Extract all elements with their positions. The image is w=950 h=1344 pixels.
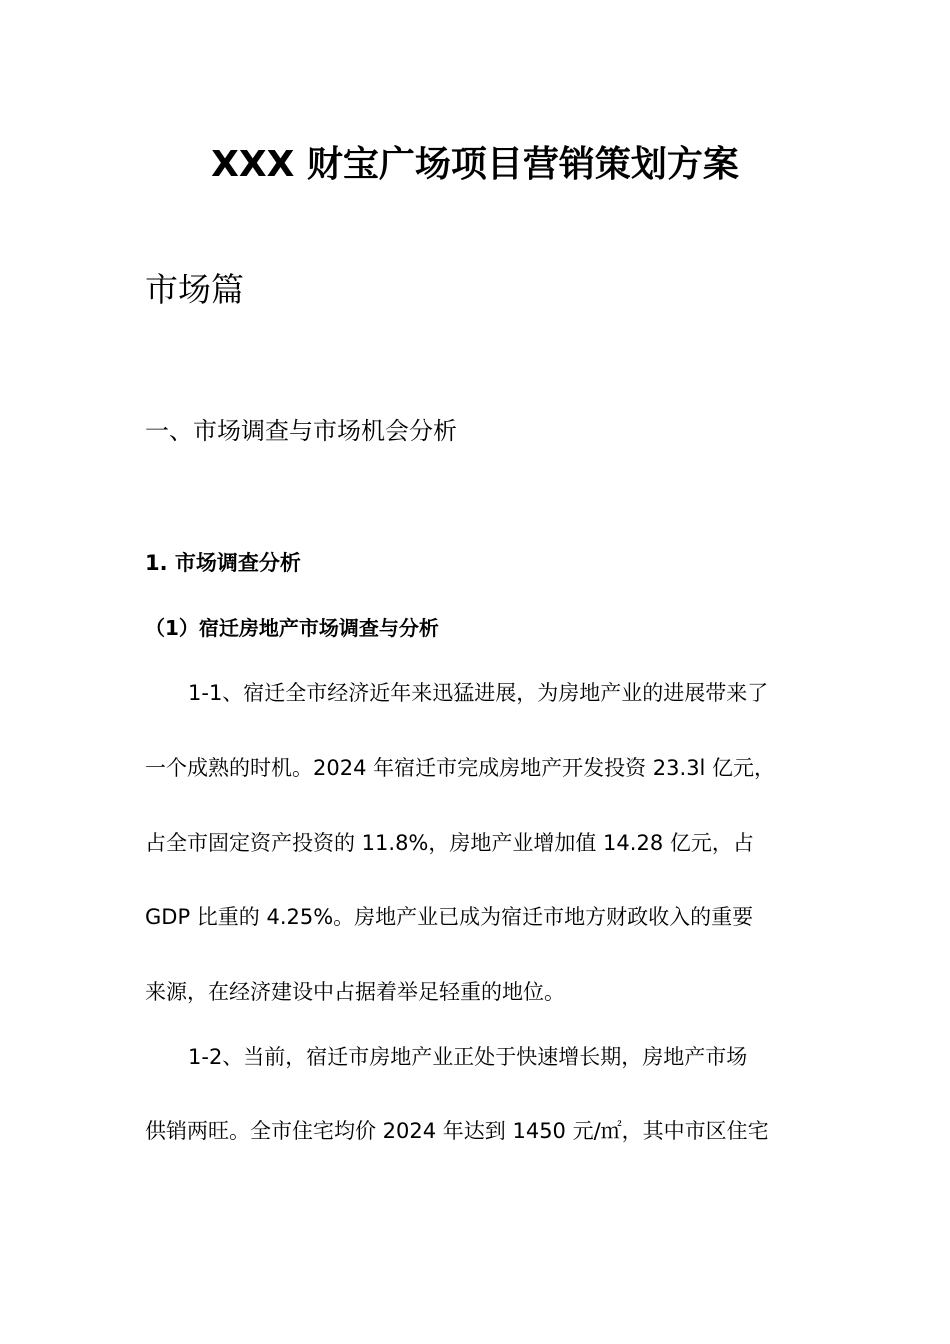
- paragraph-1-line-5: 来源，在经济建设中占据着举足轻重的地位。: [145, 980, 565, 1004]
- paragraph-1-line-3: 占全市固定资产投资的 11.8%，房地产业增加值 14.28 亿元，占: [145, 831, 754, 855]
- part-heading: 市场篇: [145, 270, 244, 309]
- subsubsection-heading: （1）宿迁房地产市场调查与分析: [145, 616, 439, 640]
- paragraph-1-line-2: 一个成熟的时机。2024 年宿迁市完成房地产开发投资 23.3l 亿元，: [145, 756, 776, 780]
- subsection-heading: 1. 市场调查分析: [145, 551, 301, 575]
- paragraph-1-line-1: 1-1、宿迁全市经济近年来迅猛进展，为房地产业的进展带来了: [188, 681, 769, 705]
- document-title: XXX 财宝广场项目营销策划方案: [211, 144, 739, 185]
- paragraph-1-line-4: GDP 比重的 4.25%。房地产业已成为宿迁市地方财政收入的重要: [145, 905, 754, 929]
- paragraph-2-line-1: 1-2、当前，宿迁市房地产业正处于快速增长期，房地产市场: [188, 1045, 748, 1069]
- paragraph-2-line-2: 供销两旺。全市住宅均价 2024 年达到 1450 元/㎡，其中市区住宅: [145, 1119, 769, 1143]
- section-heading: 一、市场调查与市场机会分析: [145, 417, 457, 445]
